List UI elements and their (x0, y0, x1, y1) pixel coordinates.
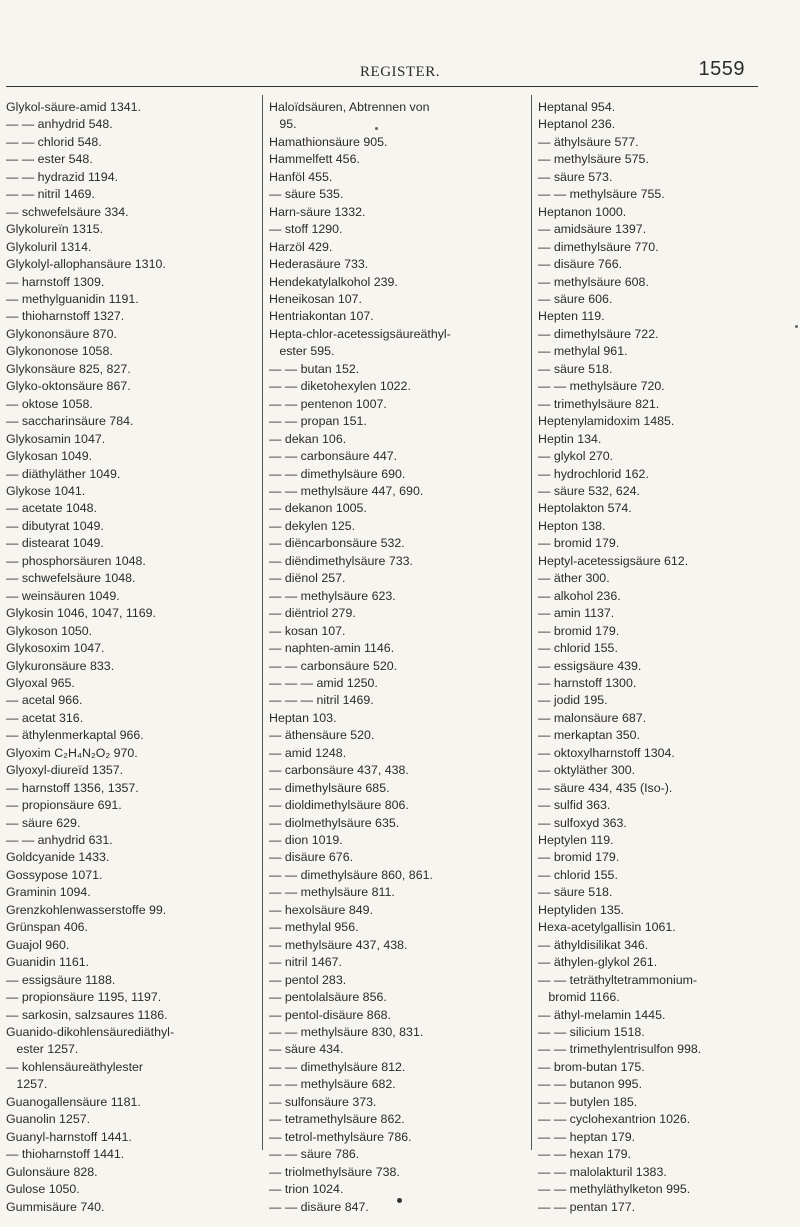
index-entry: Gulonsäure 828. (6, 1164, 98, 1179)
index-entry: Hendekatylalkohol 239. (269, 274, 398, 289)
index-entry: — — dimethylsäure 812. (269, 1059, 406, 1074)
index-entry: — sulfonsäure 373. (269, 1094, 377, 1109)
index-column-3 (538, 99, 800, 1216)
index-entry: — — methylsäure 682. (269, 1077, 396, 1092)
index-entry: — weinsäuren 1049. (6, 588, 120, 603)
index-entry: Heptanol 236. (538, 117, 616, 132)
index-entry: Heptanon 1000. (538, 204, 627, 219)
index-entry: Hanföl 455. (269, 169, 333, 184)
index-entry: — — — nitril 1469. (269, 693, 374, 708)
index-entry: — bromid 179. (538, 536, 620, 551)
index-entry: — amin 1137. (538, 606, 615, 621)
index-entry: — — propan 151. (269, 414, 367, 429)
index-entry: — phosphorsäuren 1048. (6, 553, 146, 568)
index-entry: — diënol 257. (269, 571, 346, 586)
index-entry: — carbonsäure 437, 438. (269, 763, 409, 778)
index-entry: Hepton 138. (538, 518, 606, 533)
index-entry: — bromid 179. (538, 850, 620, 865)
index-entry: — disäure 676. (269, 850, 354, 865)
index-entry: Glykosin 1046, 1047, 1169. (6, 606, 156, 621)
index-entry: Glykosoxim 1047. (6, 641, 105, 656)
index-entry: Harzöl 429. (269, 239, 333, 254)
index-entry: Hepten 119. (538, 309, 605, 324)
index-entry: — pentol 283. (269, 972, 347, 987)
index-entry: — dion 1019. (269, 833, 343, 848)
index-entry: — — anhydrid 631. (6, 833, 113, 848)
index-entry: Goldcyanide 1433. (6, 850, 110, 865)
index-entry: — disäure 766. (538, 257, 623, 272)
print-dot (397, 1198, 402, 1203)
index-entry: — äthyldisilikat 346. (538, 937, 649, 952)
index-entry: Guanogallensäure 1181. (6, 1094, 141, 1109)
index-entry: — naphten-amin 1146. (269, 641, 395, 656)
index-entry: — säure 606. (538, 291, 613, 306)
index-entry: — äther 300. (538, 571, 610, 586)
index-entry: — propionsäure 1195, 1197. (6, 990, 162, 1005)
index-entry: Glykose 1041. (6, 483, 86, 498)
index-entry: — methylsäure 575. (538, 152, 649, 167)
index-entry: Harn-säure 1332. (269, 204, 366, 219)
index-entry: — amidsäure 1397. (538, 222, 647, 237)
index-entry: — saccharinsäure 784. (6, 414, 134, 429)
index-entry: — — chlorid 548. (6, 134, 102, 149)
index-entry: — acetal 966. (6, 693, 83, 708)
index-entry: — — methylsäure 623. (269, 588, 396, 603)
index-entry: — dekan 106. (269, 431, 347, 446)
index-entry: — säure 629. (6, 815, 81, 830)
index-entry: — — diketohexylen 1022. (269, 379, 411, 394)
index-entry: Glykononose 1058. (6, 344, 113, 359)
index-entry: — säure 434. (269, 1042, 344, 1057)
index-entry: Heneikosan 107. (269, 291, 362, 306)
index-entry: — oktyläther 300. (538, 763, 636, 778)
index-entry: Heptenylamidoxim 1485. (538, 414, 675, 429)
index-entry: Heptanal 954. (538, 100, 616, 114)
index-entry: — äthyl-melamin 1445. (538, 1007, 666, 1022)
index-entry: — — heptan 179. (538, 1129, 636, 1144)
index-entry: Glykoson 1050. (6, 623, 93, 638)
index-entry: — äthensäure 520. (269, 728, 375, 743)
index-entry: — oktose 1058. (6, 396, 93, 411)
index-entry: Heptyliden 135. (538, 902, 625, 917)
index-entry: — dekylen 125. (269, 518, 356, 533)
index-entry: — — säure 786. (269, 1147, 360, 1162)
index-entry: — kosan 107. (269, 623, 346, 638)
page-header (0, 58, 800, 88)
index-entry: — kohlensäureäthylester 1257. (6, 1059, 144, 1092)
index-entry: — diëntriol 279. (269, 606, 356, 621)
index-entry: Guanidin 1161. (6, 955, 90, 970)
index-entry: — harnstoff 1309. (6, 274, 105, 289)
index-entry: Heptin 134. (538, 431, 602, 446)
index-entry: — methylal 956. (269, 920, 359, 935)
column-rule (531, 95, 532, 1150)
index-entry: — essigsäure 1188. (6, 972, 116, 987)
index-entry: — trion 1024. (269, 1182, 344, 1197)
index-entry: — säure 532, 624. (538, 483, 640, 498)
index-entry: — — methylsäure 755. (538, 187, 665, 202)
index-entry: — dimethylsäure 685. (269, 780, 390, 795)
index-entry: — thioharnstoff 1441. (6, 1147, 125, 1162)
index-entry: — diëndimethylsäure 733. (269, 553, 413, 568)
index-entry: — — carbonsäure 520. (269, 658, 398, 673)
index-entry: Glykononsäure 870. (6, 326, 117, 341)
index-entry: — methylsäure 437, 438. (269, 937, 408, 952)
index-entry: Glykuronsäure 833. (6, 658, 115, 673)
index-entry: — chlorid 155. (538, 867, 618, 882)
index-entry: — hexolsäure 849. (269, 902, 374, 917)
index-entry: — — butanon 995. (538, 1077, 643, 1092)
index-entry: — — dimethylsäure 690. (269, 466, 406, 481)
index-entry: — dioldimethylsäure 806. (269, 798, 409, 813)
running-head: REGISTER. (360, 64, 440, 80)
index-entry: Hexa-acetylgallisin 1061. (538, 920, 676, 935)
index-entry: — trimethylsäure 821. (538, 396, 660, 411)
index-entry: Glykol-säure-amid 1341. (6, 100, 141, 114)
index-entry: Grünspan 406. (6, 920, 88, 935)
index-entry: Glykonsäure 825, 827. (6, 361, 131, 376)
index-entry: — säure 573. (538, 169, 613, 184)
index-entry: Guanido-dikohlensäurediäthyl- ester 1257. (6, 1025, 175, 1057)
index-entry: — tetramethylsäure 862. (269, 1112, 405, 1127)
index-entry: — — ester 548. (6, 152, 93, 167)
index-entry: — distearat 1049. (6, 536, 104, 551)
index-entry: — — pentenon 1007. (269, 396, 387, 411)
index-entry: — glykol 270. (538, 449, 614, 464)
index-entry: — chlorid 155. (538, 641, 618, 656)
index-entry: — methylguanidin 1191. (6, 291, 139, 306)
print-speck (375, 127, 378, 130)
index-entry: — — trimethylentrisulfon 998. (538, 1042, 702, 1057)
index-entry: — äthylsäure 577. (538, 134, 639, 149)
index-entry: — dekanon 1005. (269, 501, 367, 516)
index-column-2 (269, 99, 531, 1216)
index-entry: — sulfoxyd 363. (538, 815, 627, 830)
index-entry: — dimethylsäure 770. (538, 239, 659, 254)
index-entry: — — methylsäure 720. (538, 379, 665, 394)
index-entry: — essigsäure 439. (538, 658, 642, 673)
index-entry: Heptyl-acetessigsäure 612. (538, 553, 689, 568)
index-entry: Hederasäure 733. (269, 257, 369, 272)
index-entry: — oktoxylharnstoff 1304. (538, 745, 675, 760)
index-entry: Guajol 960. (6, 937, 70, 952)
index-entry: Glyko-oktonsäure 867. (6, 379, 131, 394)
index-entry: Glykosan 1049. (6, 449, 93, 464)
index-entry: Glyoxyl-diureïd 1357. (6, 763, 124, 778)
index-entry: Glykolureïn 1315. (6, 222, 104, 237)
index-entry: — — carbonsäure 447. (269, 449, 398, 464)
index-entry: — — hydrazid 1194. (6, 169, 119, 184)
index-entry: — amid 1248. (269, 745, 347, 760)
index-entry: Haloïdsäuren, Abtrennen von 95. (269, 100, 430, 132)
index-entry: Graminin 1094. (6, 885, 91, 900)
column-rule (262, 95, 263, 1150)
index-entry: Gulose 1050. (6, 1182, 80, 1197)
index-entry: Hamathionsäure 905. (269, 134, 388, 149)
index-entry: — — butan 152. (269, 361, 360, 376)
index-entry: — säure 434, 435 (Iso-). (538, 780, 673, 795)
index-entry: — — pentan 177. (538, 1199, 636, 1214)
index-entry: — jodid 195. (538, 693, 608, 708)
index-entry: — sulfid 363. (538, 798, 611, 813)
index-column-1 (6, 99, 261, 1216)
index-entry: — merkaptan 350. (538, 728, 640, 743)
index-entry: — malonsäure 687. (538, 710, 647, 725)
index-entry: — säure 518. (538, 361, 613, 376)
index-entry: — acetat 316. (6, 710, 84, 725)
index-entry: — säure 535. (269, 187, 344, 202)
index-entry: Guanolin 1257. (6, 1112, 91, 1127)
index-entry: — harnstoff 1356, 1357. (6, 780, 139, 795)
index-entry: Hentriakontan 107. (269, 309, 374, 324)
index-entry: Grenzkohlenwasserstoffe 99. (6, 902, 167, 917)
index-entry: — — butylen 185. (538, 1094, 638, 1109)
index-entry: — — cyclohexantrion 1026. (538, 1112, 691, 1127)
index-entry: — alkohol 236. (538, 588, 621, 603)
index-entry: — — dimethylsäure 860, 861. (269, 867, 433, 882)
index-entry: — — anhydrid 548. (6, 117, 113, 132)
index-entry: Glykolyl-allophansäure 1310. (6, 257, 166, 272)
index-entry: — äthylen-glykol 261. (538, 955, 658, 970)
index-entry: Glykosamin 1047. (6, 431, 106, 446)
index-entry: — diëncarbonsäure 532. (269, 536, 405, 551)
index-entry: Heptolakton 574. (538, 501, 632, 516)
index-entry: — dimethylsäure 722. (538, 326, 659, 341)
index-entry: — pentolalsäure 856. (269, 990, 387, 1005)
index-entry: — stoff 1290. (269, 222, 343, 237)
index-entry: — brom-butan 175. (538, 1059, 645, 1074)
index-entry: — — malolakturil 1383. (538, 1164, 667, 1179)
index-entry: Glykoluril 1314. (6, 239, 92, 254)
index-entry: — schwefelsäure 334. (6, 204, 129, 219)
index-entry: — — methylsäure 830, 831. (269, 1025, 424, 1040)
index-entry: — bromid 179. (538, 623, 620, 638)
index-entry: — triolmethylsäure 738. (269, 1164, 400, 1179)
index-entry: — — hexan 179. (538, 1147, 631, 1162)
index-entry: — — methylsäure 447, 690. (269, 483, 424, 498)
index-entry: — diolmethylsäure 635. (269, 815, 400, 830)
header-rule (6, 86, 758, 87)
index-entry: — — — amid 1250. (269, 675, 378, 690)
index-entry: — propionsäure 691. (6, 798, 122, 813)
index-entry: Gummisäure 740. (6, 1199, 105, 1214)
index-entry: — diäthyläther 1049. (6, 466, 121, 481)
index-entry: Guanyl-harnstoff 1441. (6, 1129, 132, 1144)
index-entry: — säure 518. (538, 885, 613, 900)
index-entry: Hepta-chlor-acetessigsäureäthyl- ester 595. (269, 326, 451, 359)
index-entry: Glyoxim C₂H₄N₂O₂ 970. (6, 745, 138, 760)
index-entry: — dibutyrat 1049. (6, 518, 104, 533)
index-entry: — sarkosin, salzsaures 1186. (6, 1007, 168, 1022)
index-entry: — harnstoff 1300. (538, 675, 637, 690)
index-entry: — — disäure 847. (269, 1199, 369, 1214)
index-entry: — — nitril 1469. (6, 187, 95, 202)
index-entry: — äthylenmerkaptal 966. (6, 728, 144, 743)
index-entry: — schwefelsäure 1048. (6, 571, 136, 586)
index-entry: Heptan 103. (269, 710, 337, 725)
index-entry: — — teträthyltetrammonium- bromid 1166. (538, 972, 698, 1005)
index-entry: — acetate 1048. (6, 501, 97, 516)
index-entry: — thioharnstoff 1327. (6, 309, 125, 324)
index-entry: — — methylsäure 811. (269, 885, 395, 900)
page-number: 1559 (698, 58, 745, 80)
index-entry: — hydrochlorid 162. (538, 466, 649, 481)
index-entry: Hammelfett 456. (269, 152, 360, 167)
index-entry: Heptylen 119. (538, 833, 614, 848)
index-entry: — tetrol-methylsäure 786. (269, 1129, 412, 1144)
index-entry: — nitril 1467. (269, 955, 343, 970)
index-entry: — — methyläthylketon 995. (538, 1182, 691, 1197)
index-entry: Glyoxal 965. (6, 675, 75, 690)
index-entry: Gossypose 1071. (6, 867, 103, 882)
print-speck (795, 325, 798, 328)
index-entry: — methylal 961. (538, 344, 628, 359)
index-entry: — pentol-disäure 868. (269, 1007, 391, 1022)
index-entry: — — silicium 1518. (538, 1025, 645, 1040)
index-entry: — methylsäure 608. (538, 274, 649, 289)
